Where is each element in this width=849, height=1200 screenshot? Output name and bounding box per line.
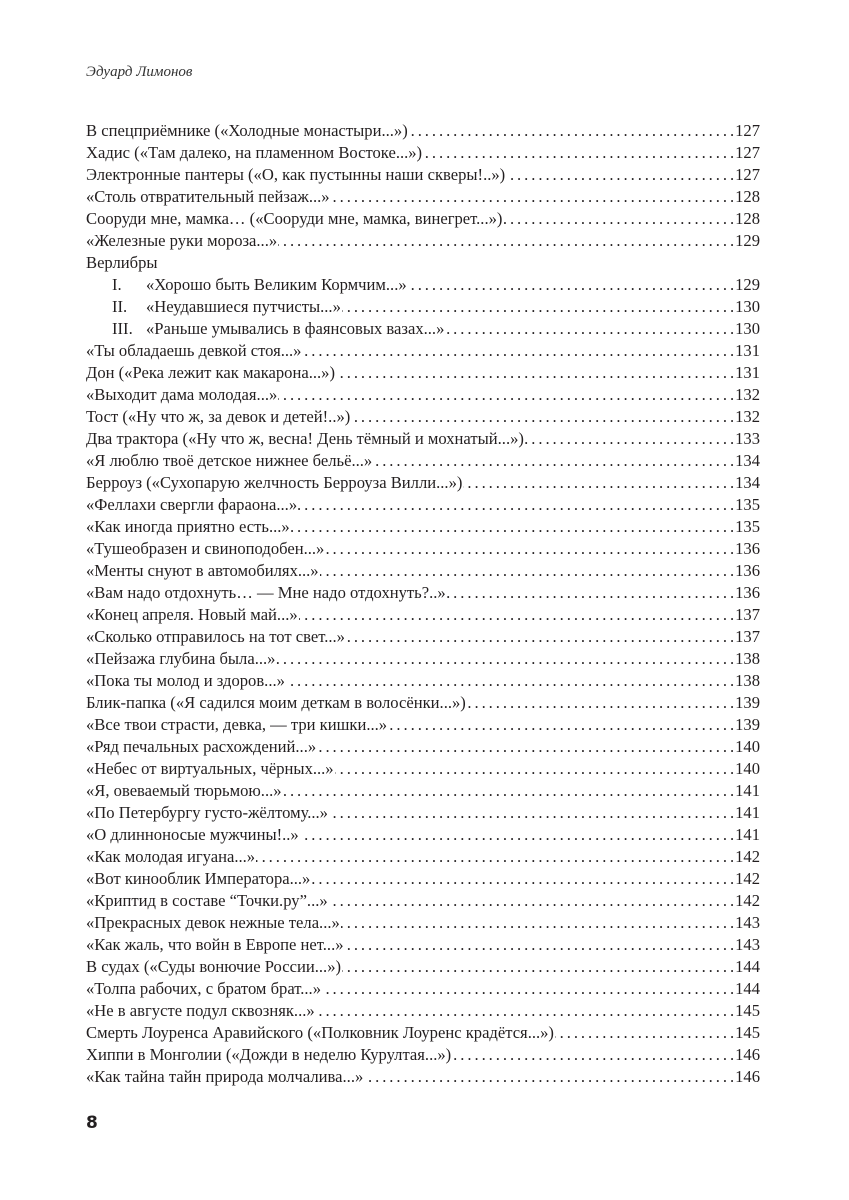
toc-entry — [86, 142, 760, 164]
toc-entry-title: Тост («Ну что ж, за девок и детей!..») — [86, 407, 351, 426]
toc-entry-title: «По Петербургу густо-жёлтому...» — [86, 803, 328, 822]
toc-entry — [86, 516, 760, 538]
dot-leader — [445, 318, 734, 340]
toc-entry-page: 136 — [735, 539, 760, 558]
toc-entry-title: Смерть Лоуренса Аравийского («Полковник Лоуренс крадётся...») — [86, 1023, 554, 1042]
toc-entry — [86, 780, 760, 802]
dot-leader — [525, 428, 734, 450]
toc-entry-title: Дон («Река лежит как макарона...») — [86, 363, 335, 382]
toc-entry — [86, 648, 760, 670]
toc-entry — [86, 736, 760, 758]
toc-entry-title: «Ряд печальных расхождений...» — [86, 737, 317, 756]
toc-entry-page: 132 — [735, 407, 760, 426]
toc-entry-title: Два трактора («Ну что ж, весна! День тёмный и мохнатый...») — [86, 429, 524, 448]
toc-entry-page: 144 — [735, 957, 760, 976]
toc-entry-title: «Железные руки мороза...» — [86, 231, 278, 250]
toc-entry — [86, 604, 760, 626]
toc-entry-page: 134 — [735, 451, 760, 470]
toc-entry-title: «Я люблю твоё детское нижнее бельё...» — [86, 451, 373, 470]
toc-entry — [86, 384, 760, 406]
toc-entry — [86, 890, 760, 912]
toc-entry-title: «Неудавшиеся путчисты...» — [146, 297, 341, 316]
dot-leader — [351, 406, 734, 428]
dot-leader — [447, 582, 734, 604]
toc-entry-page: 142 — [735, 891, 760, 910]
dot-leader — [329, 802, 734, 824]
toc-entry-page: 128 — [735, 209, 760, 228]
dot-leader — [408, 274, 734, 296]
dot-leader — [256, 846, 734, 868]
toc-entry — [86, 758, 760, 780]
toc-entry — [86, 1022, 760, 1044]
toc-entry-page: 135 — [735, 495, 760, 514]
toc-entry-title: «Менты снуют в автомобилях...» — [86, 561, 319, 580]
toc-entry — [86, 692, 760, 714]
toc-entry-page: 143 — [735, 913, 760, 932]
dot-leader — [336, 362, 734, 384]
toc-entry-page: 132 — [735, 385, 760, 404]
toc-entry-title: «Все твои страсти, девка, — три кишки...» — [86, 715, 388, 734]
toc-entry-title: В судах («Суды вонючие России...») — [86, 957, 342, 976]
toc-entry-page: 133 — [735, 429, 760, 448]
toc-entry — [86, 1066, 760, 1088]
dot-leader — [373, 450, 734, 472]
toc-entry-title: «Пейзажа глубина была...» — [86, 649, 276, 668]
toc-entry-page: 138 — [735, 649, 760, 668]
dot-leader — [335, 758, 735, 780]
toc-entry-page: 128 — [735, 187, 760, 206]
toc-entry — [86, 626, 760, 648]
toc-entry — [86, 230, 760, 252]
dot-leader — [364, 1066, 734, 1088]
toc-entry-page: 146 — [735, 1067, 760, 1086]
toc-entry — [86, 164, 760, 186]
toc-entry-title: «Тушеобразен и свиноподобен...» — [86, 539, 325, 558]
toc-entry-title: «Как молодая игуана...» — [86, 847, 256, 866]
toc-entry — [86, 340, 760, 362]
toc-entry-numeral: II. — [112, 297, 128, 316]
toc-entry-title: Сооруди мне, мамка… («Сооруди мне, мамка, винегрет...») — [86, 209, 503, 228]
toc-entry-title: Хадис («Там далеко, на пламенном Востоке...») — [86, 143, 423, 162]
toc-entry-page: 130 — [735, 319, 760, 338]
dot-leader — [452, 1044, 734, 1066]
toc-entry — [86, 912, 760, 934]
toc-entry-title: «Ты обладаешь девкой стоя...» — [86, 341, 302, 360]
dot-leader — [302, 340, 734, 362]
toc-entry-page: 145 — [735, 1023, 760, 1042]
dot-leader — [423, 142, 734, 164]
toc-entry — [86, 296, 760, 318]
dot-leader — [325, 538, 734, 560]
toc-entry-title: «Раньше умывались в фаянсовых вазах...» — [146, 319, 445, 338]
toc-entry — [86, 538, 760, 560]
toc-entry-title: «Пока ты молод и здоров...» — [86, 671, 285, 690]
dot-leader — [276, 648, 734, 670]
toc-entry-page: 127 — [735, 143, 760, 162]
toc-entry-title: В спецприёмнике («Холодные монастыри...») — [86, 121, 408, 140]
toc-entry — [86, 428, 760, 450]
toc-entry-page: 142 — [735, 847, 760, 866]
toc-entry-title: «Как жаль, что войн в Европе нет...» — [86, 935, 344, 954]
dot-leader — [506, 164, 734, 186]
toc-entry-page: 130 — [735, 297, 760, 316]
toc-entry-page: 131 — [735, 363, 760, 382]
dot-leader — [503, 208, 734, 230]
toc-entry — [86, 362, 760, 384]
table-of-contents — [86, 120, 760, 1088]
toc-entry-page: 134 — [735, 473, 760, 492]
toc-entry — [86, 186, 760, 208]
toc-entry-title: Берроуз («Сухопарую желчность Берроуза Вилли...») — [86, 473, 463, 492]
dot-leader — [388, 714, 734, 736]
toc-section-heading — [86, 252, 760, 274]
toc-entry-page: 145 — [735, 1001, 760, 1020]
toc-entry-title: «Хорошо быть Великим Кормчим...» — [146, 275, 407, 294]
toc-entry-title: «Криптид в составе “Точки.ру”...» — [86, 891, 328, 910]
dot-leader — [409, 120, 734, 142]
toc-entry-page: 139 — [735, 693, 760, 712]
dot-leader — [346, 626, 734, 648]
toc-entry — [86, 670, 760, 692]
dot-leader — [299, 604, 734, 626]
running-head-author: Эдуард Лимонов — [86, 64, 193, 80]
toc-entry-page: 131 — [735, 341, 760, 360]
toc-entry-title: Электронные пантеры («О, как пустынны наши скверы!..») — [86, 165, 506, 184]
toc-entry-title: «Толпа рабочих, с братом брат...» — [86, 979, 322, 998]
toc-entry-title: «Прекрасных девок нежные тела...» — [86, 913, 340, 932]
toc-entry — [86, 1044, 760, 1066]
dot-leader — [278, 384, 734, 406]
toc-entry — [86, 406, 760, 428]
dot-leader — [342, 296, 734, 318]
toc-entry — [86, 582, 760, 604]
page-number: 8 — [86, 1113, 98, 1133]
toc-entry — [86, 274, 760, 296]
toc-entry-title: «Конец апреля. Новый май...» — [86, 605, 298, 624]
toc-entry-title: «Вот кинооблик Императора...» — [86, 869, 311, 888]
toc-entry — [86, 846, 760, 868]
toc-entry-page: 141 — [735, 825, 760, 844]
toc-entry-page: 127 — [735, 165, 760, 184]
toc-entry-page: 140 — [735, 759, 760, 778]
toc-entry-title: «Я, овеваемый тюрьмою...» — [86, 781, 282, 800]
toc-entry — [86, 802, 760, 824]
dot-leader — [463, 472, 734, 494]
dot-leader — [342, 956, 734, 978]
toc-entry-title: «Сколько отправилось на тот свет...» — [86, 627, 345, 646]
toc-entry-page: 141 — [735, 803, 760, 822]
toc-entry-title: Верлибры — [86, 253, 158, 272]
toc-entry-title: «Не в августе подул сквозняк...» — [86, 1001, 315, 1020]
dot-leader — [341, 912, 734, 934]
toc-entry-title: «Феллахи свергли фараона...» — [86, 495, 298, 514]
toc-entry — [86, 450, 760, 472]
toc-entry-title: «О длинноносые мужчины!..» — [86, 825, 299, 844]
toc-entry — [86, 868, 760, 890]
dot-leader — [555, 1022, 734, 1044]
toc-entry-title: Хиппи в Монголии («Дожди в неделю Курултая...») — [86, 1045, 452, 1064]
toc-entry — [86, 560, 760, 582]
toc-entry-page: 146 — [735, 1045, 760, 1064]
toc-entry-page: 144 — [735, 979, 760, 998]
dot-leader — [283, 780, 735, 802]
toc-entry — [86, 1000, 760, 1022]
toc-entry — [86, 934, 760, 956]
toc-entry — [86, 318, 760, 340]
toc-entry-page: 139 — [735, 715, 760, 734]
toc-entry-title: «Столь отвратительный пейзаж...» — [86, 187, 330, 206]
toc-entry-title: «Вам надо отдохнуть… — Мне надо отдохнуть?..» — [86, 583, 446, 602]
toc-entry-numeral: I. — [112, 275, 122, 294]
toc-entry — [86, 472, 760, 494]
dot-leader — [298, 494, 734, 516]
toc-entry — [86, 120, 760, 142]
dot-leader — [329, 890, 734, 912]
dot-leader — [320, 560, 735, 582]
dot-leader — [278, 230, 734, 252]
dot-leader — [467, 692, 734, 714]
dot-leader — [286, 670, 734, 692]
toc-entry-page: 136 — [735, 561, 760, 580]
toc-entry — [86, 978, 760, 1000]
dot-leader — [322, 978, 734, 1000]
dot-leader — [291, 516, 734, 538]
toc-entry-page: 135 — [735, 517, 760, 536]
toc-entry-page: 136 — [735, 583, 760, 602]
toc-entry — [86, 494, 760, 516]
toc-entry — [86, 208, 760, 230]
toc-entry-page: 142 — [735, 869, 760, 888]
toc-entry — [86, 824, 760, 846]
toc-entry-page: 137 — [735, 627, 760, 646]
toc-entry-numeral: III. — [112, 319, 133, 338]
dot-leader — [331, 186, 735, 208]
toc-entry-title: Блик-папка («Я садился моим деткам в волосёнки...») — [86, 693, 466, 712]
toc-entry — [86, 956, 760, 978]
toc-entry-title: «Выходит дама молодая...» — [86, 385, 278, 404]
toc-entry — [86, 714, 760, 736]
toc-entry-page: 129 — [735, 231, 760, 250]
dot-leader — [311, 868, 734, 890]
toc-entry-page: 141 — [735, 781, 760, 800]
toc-entry-title: «Как тайна тайн природа молчалива...» — [86, 1067, 364, 1086]
dot-leader — [300, 824, 734, 846]
toc-entry-title: «Небес от виртуальных, чёрных...» — [86, 759, 334, 778]
toc-entry-page: 140 — [735, 737, 760, 756]
toc-entry-page: 129 — [735, 275, 760, 294]
toc-entry-page: 137 — [735, 605, 760, 624]
toc-entry-page: 143 — [735, 935, 760, 954]
toc-entry-title: «Как иногда приятно есть...» — [86, 517, 290, 536]
dot-leader — [316, 1000, 734, 1022]
toc-entry-page: 127 — [735, 121, 760, 140]
dot-leader — [345, 934, 735, 956]
dot-leader — [317, 736, 734, 758]
toc-entry-page: 138 — [735, 671, 760, 690]
